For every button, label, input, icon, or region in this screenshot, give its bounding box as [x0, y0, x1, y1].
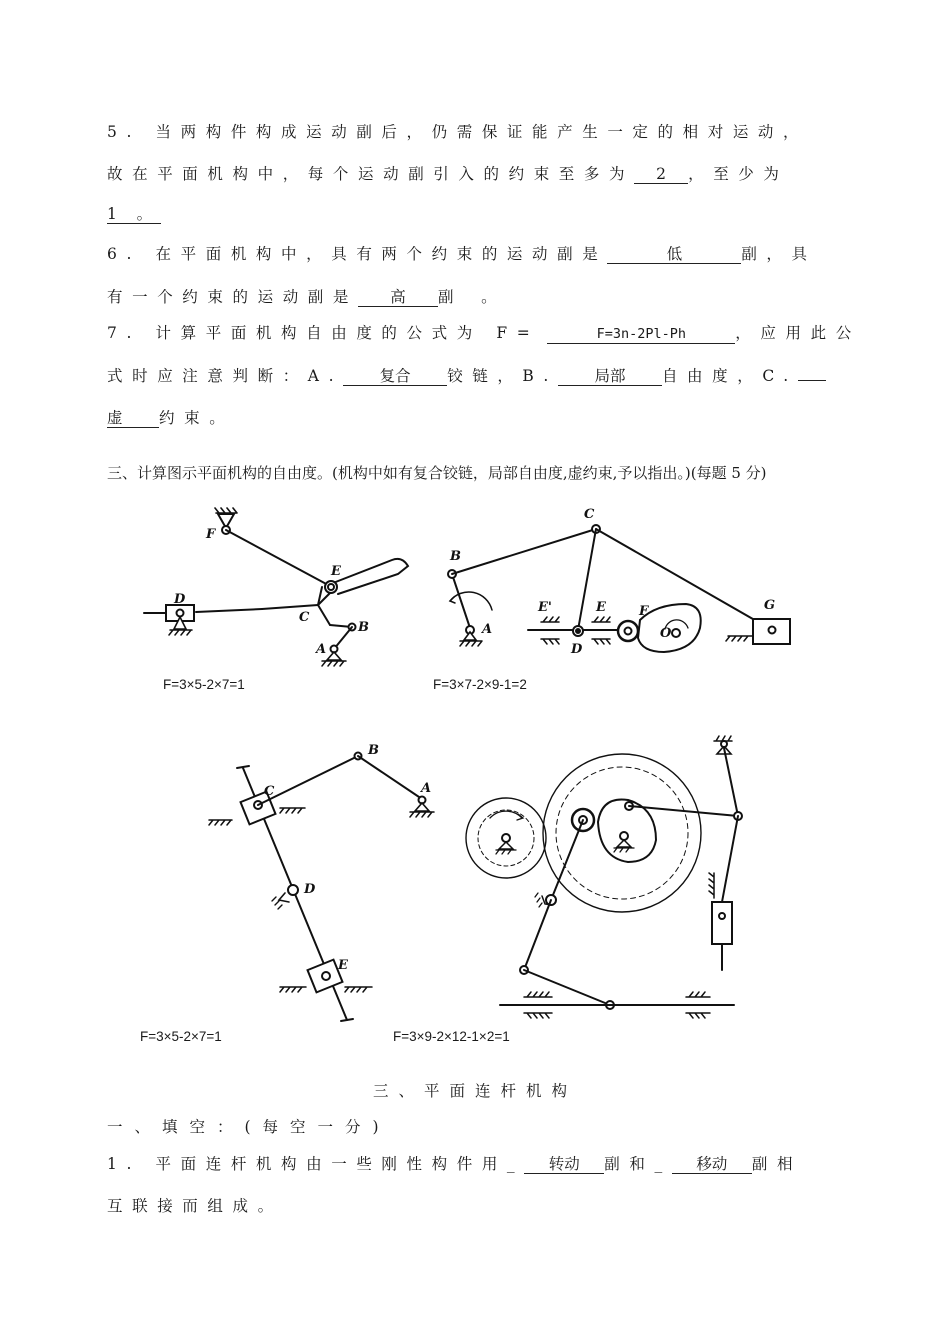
- fig1-label-d: D: [174, 592, 186, 607]
- q6-line1-text: 6. 在平面机构中，具有两个约束的运动副是: [107, 245, 608, 263]
- fig3-label-a: A: [421, 781, 432, 796]
- fig4-answer: F=3×9-2×12-1×2=1: [393, 1029, 510, 1044]
- fig2-label-e-prime: E': [538, 600, 552, 615]
- fig2-label-b: B: [450, 549, 461, 564]
- q6-line2-text: 有一个约束的运动副是: [107, 288, 359, 306]
- q7-line1-text: 7. 计算平面机构自由度的公式为 F=: [107, 324, 540, 342]
- q6-low-pair-blank: 低: [607, 245, 741, 264]
- fig1-label-f: F: [206, 527, 216, 542]
- q5-line2-post: ，至少为: [688, 165, 789, 183]
- figure-2: [448, 525, 790, 652]
- fig2-label-d: D: [571, 642, 583, 657]
- q5-line3-end: 。: [136, 205, 153, 223]
- q6-line2-post: 副: [438, 288, 464, 306]
- q1-post: 副相: [751, 1155, 803, 1173]
- q6-line1-post: 副，具: [741, 245, 817, 263]
- q5-line1: 5. 当两构件构成运动副后，仍需保证能产生一定的相对运动，: [107, 123, 809, 141]
- q7-line2-text: 式时应注意判断：A.: [107, 367, 344, 385]
- fig1-label-e: E: [331, 564, 341, 579]
- q1-line1-text: 1. 平面连杆机构由一些刚性构件用: [107, 1155, 507, 1173]
- part1-heading: 一、填空：(每空一分): [107, 1118, 391, 1136]
- fig1-label-c: C: [299, 610, 310, 625]
- fig2-label-f: F: [639, 604, 649, 619]
- figure-3: [209, 753, 434, 1022]
- fig2-label-c: C: [584, 507, 595, 522]
- fig3-label-b: B: [368, 743, 379, 758]
- q6-line2-end: 。: [481, 288, 507, 306]
- fig2-label-e: E: [596, 600, 606, 615]
- q7-line1-post: ，应用此公: [735, 324, 861, 342]
- q1-rotating-blank: 转动: [524, 1155, 604, 1174]
- fig3-label-c: C: [264, 784, 275, 799]
- q7-blank-c: 虚: [107, 409, 159, 428]
- figure-4: [466, 736, 742, 1018]
- chapter-title: 三、平面连杆机构: [372, 1082, 577, 1100]
- q5-min-value: 1: [107, 205, 117, 223]
- fig2-label-a: A: [482, 622, 493, 637]
- fig2-label-o: O: [660, 626, 672, 641]
- fig2-label-g: G: [764, 598, 776, 613]
- q7-blank-b: 局部: [558, 367, 662, 386]
- q1-underscore-1: _: [506, 1155, 525, 1173]
- fig1-label-b: B: [358, 620, 369, 635]
- fig1-answer: F=3×5-2×7=1: [163, 677, 245, 692]
- fig3-answer: F=3×5-2×7=1: [140, 1029, 222, 1044]
- q7-formula-blank: F=3n-2Pl-Ph: [547, 325, 735, 344]
- fig1-label-a: A: [316, 642, 327, 657]
- q7-line2-mid1: 铰链，B.: [447, 367, 558, 385]
- fig3-label-d: D: [304, 882, 316, 897]
- q7-line2-mid2: 自由度，C.: [661, 367, 798, 385]
- q5-max-constraint-blank: 2: [634, 165, 688, 184]
- figure-1: [144, 508, 408, 666]
- fig2-answer: F=3×7-2×9-1=2: [433, 677, 527, 692]
- q1-line1: [107, 1152, 802, 1174]
- figure-2-labels: [449, 507, 775, 657]
- figure-3-labels: [264, 743, 431, 973]
- q7-line3-post: 约束。: [159, 409, 235, 427]
- section3-heading: 三、计算图示平面机构的自由度。(机构中如有复合铰链，局部自由度,虚约束,予以指出。)(每题 5 分): [107, 464, 767, 482]
- fig3-label-e: E: [338, 958, 348, 973]
- q6-high-pair-blank: 高: [358, 288, 438, 307]
- q1-sliding-blank: 移动: [672, 1155, 752, 1174]
- q1-underscore-2: _: [654, 1155, 672, 1173]
- q5-line2-text: 故在平面机构中，每个运动副引入的约束至多为: [107, 165, 635, 183]
- q7-blank-a: 复合: [343, 367, 447, 386]
- q1-mid: 副和: [604, 1155, 655, 1173]
- q1-line2: 互联接而组成。: [107, 1197, 283, 1215]
